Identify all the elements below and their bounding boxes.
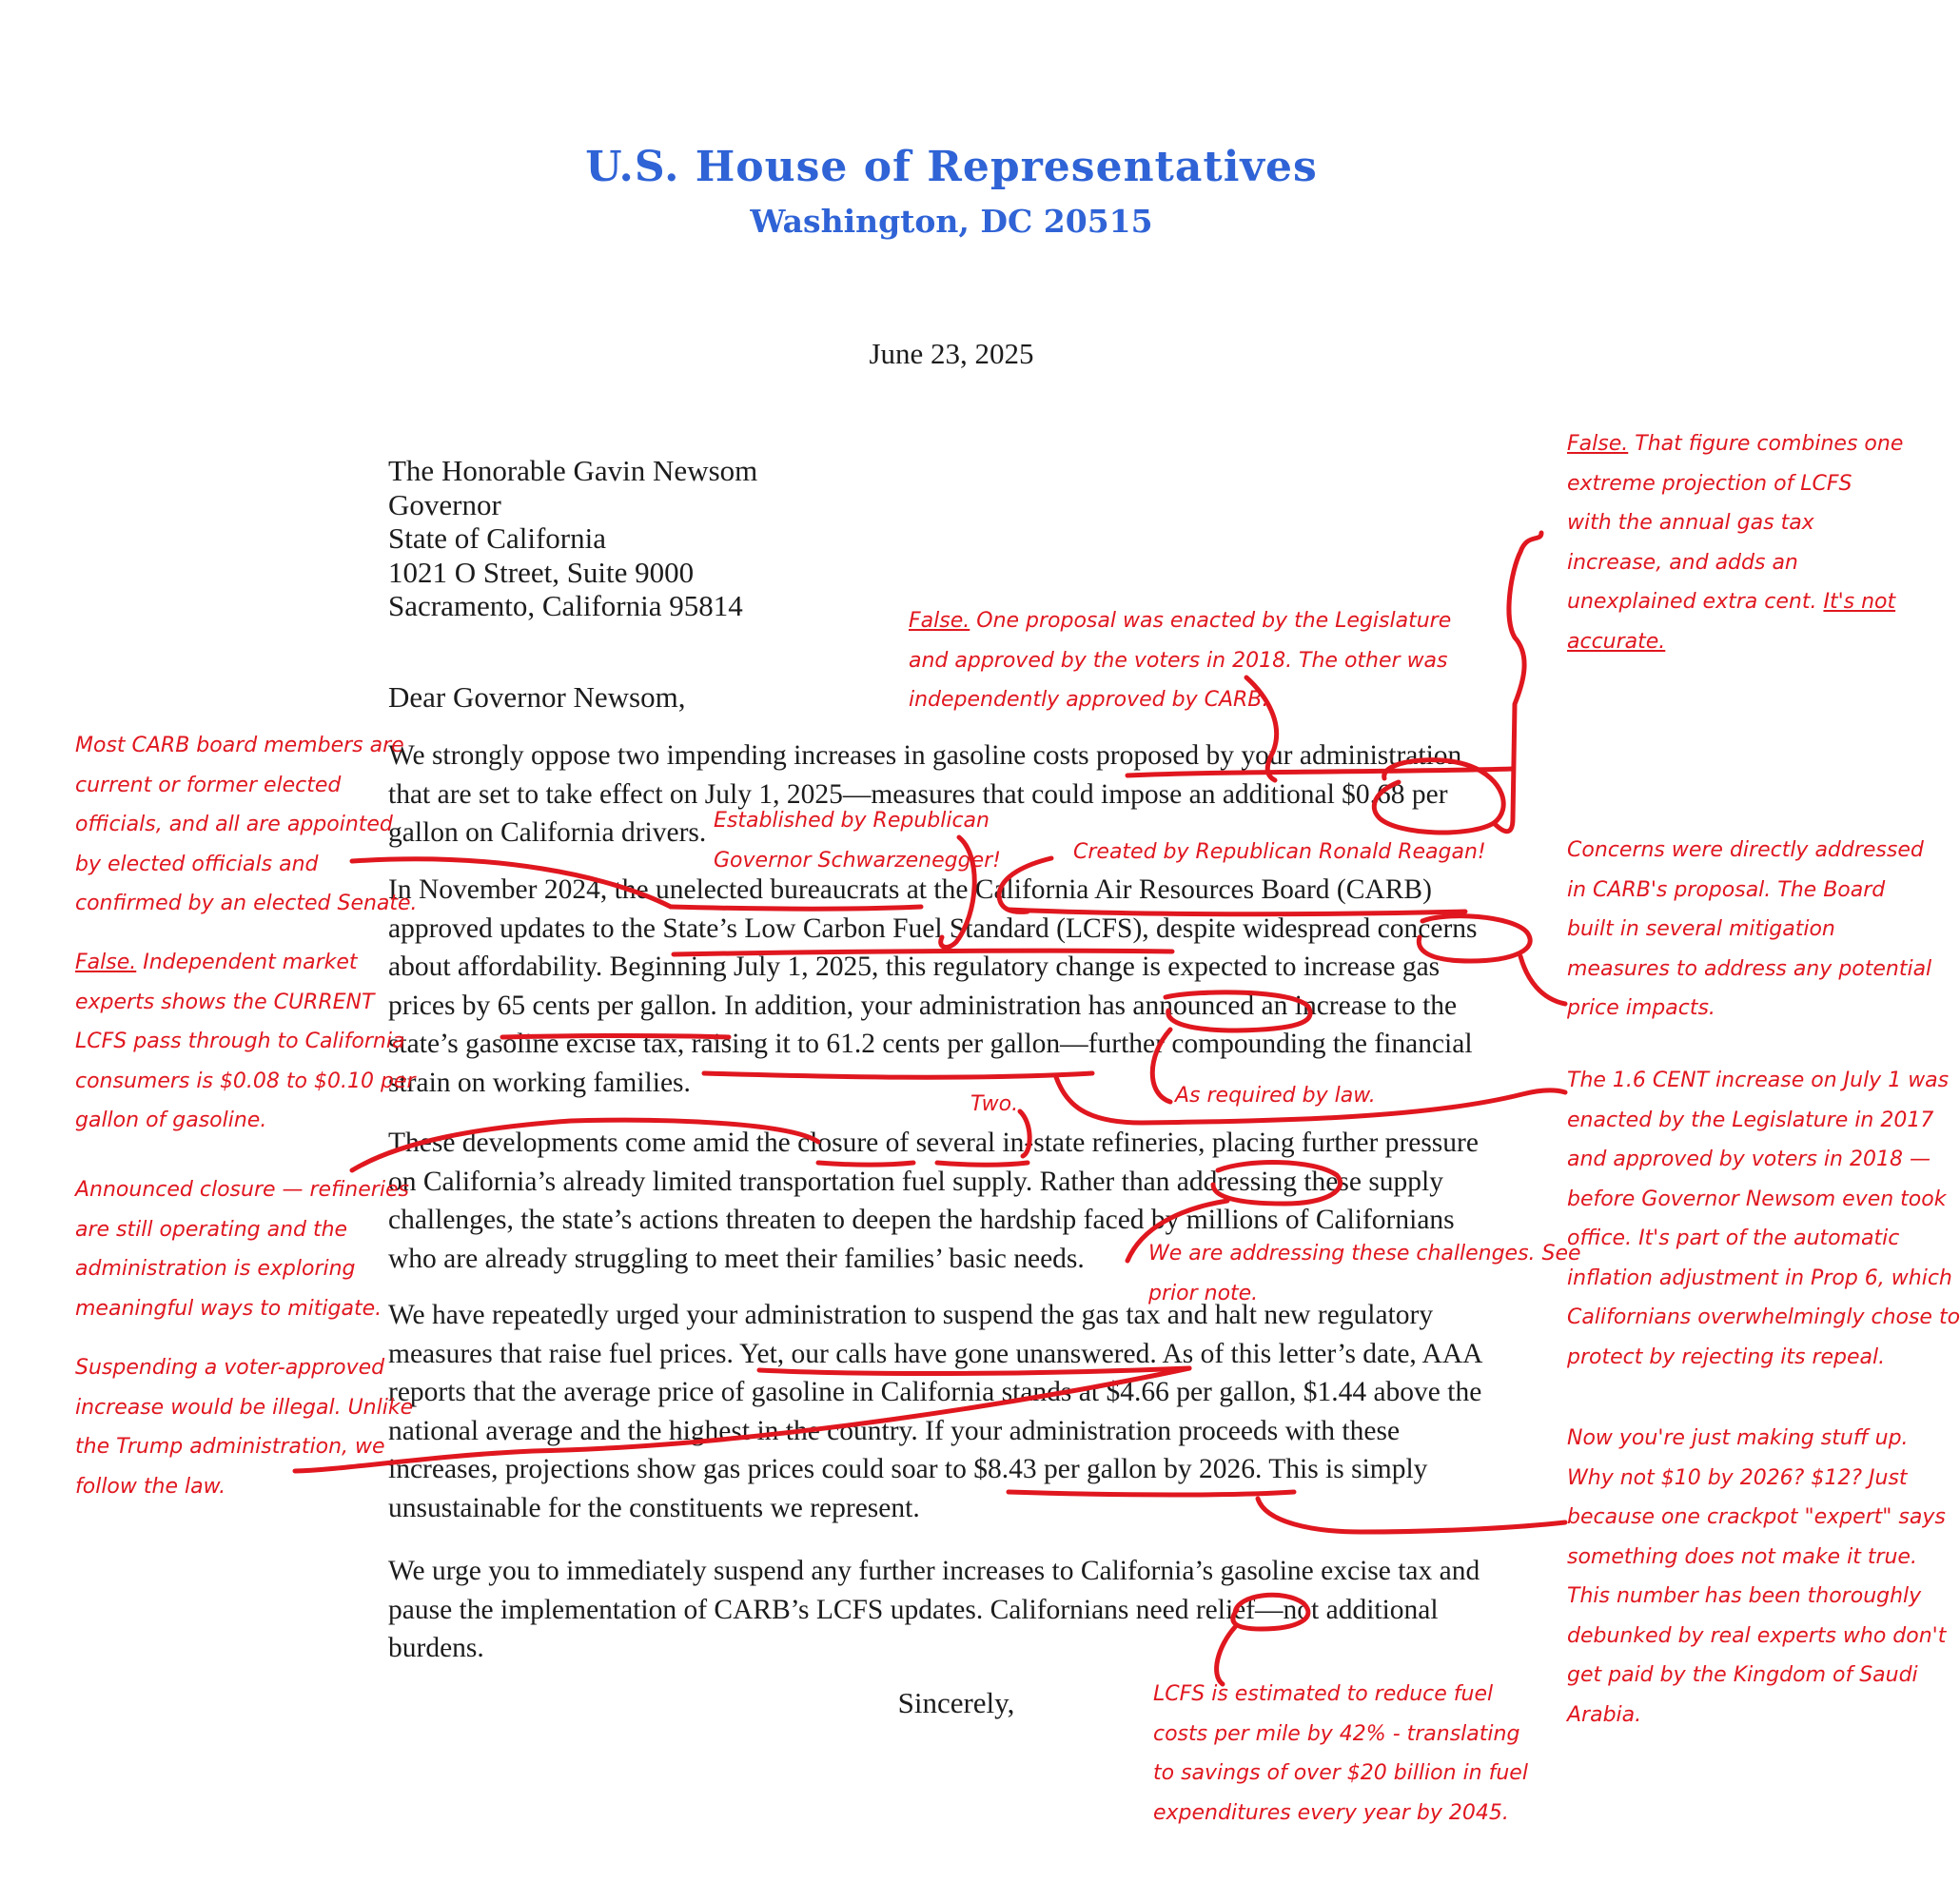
annotation-line bbox=[1567, 424, 1903, 464]
annotation-line: Suspending a voter-approved bbox=[75, 1356, 385, 1380]
annotation-line: something does not make it true. bbox=[1567, 1544, 1917, 1569]
annotation-line: confirmed by an elected Senate. bbox=[75, 892, 418, 915]
body-line: national average and the highest in the country. If your administration proceeds with these bbox=[388, 1415, 1401, 1446]
body-line: who are already struggling to meet their families’ basic needs. bbox=[388, 1243, 1085, 1274]
annotation-schwarzenegger bbox=[714, 801, 1001, 880]
annotation-reagan bbox=[1073, 833, 1486, 873]
body-line: challenges, the state’s actions threaten to deepen the hardship faced by millions of Californians bbox=[388, 1205, 1455, 1235]
annotation-required-by-law bbox=[1175, 1076, 1376, 1116]
annotation-text: unexplained extra cent. bbox=[1567, 590, 1817, 614]
ink-connector-total bbox=[1494, 533, 1541, 832]
annotation-market-experts bbox=[75, 943, 416, 1141]
annotation-line: follow the law. bbox=[75, 1474, 226, 1499]
paragraph-5 bbox=[388, 1552, 1480, 1668]
annotation-line: price impacts. bbox=[1567, 996, 1715, 1020]
annotation-line bbox=[75, 943, 416, 983]
body-line: unsustainable for the constituents we represent. bbox=[388, 1492, 920, 1523]
annotation-false-label: False. bbox=[75, 951, 137, 974]
annotation-refinery-closure bbox=[75, 1170, 409, 1328]
annotation-line bbox=[1567, 582, 1903, 622]
annotation-lcfs-savings bbox=[1153, 1675, 1528, 1833]
closing: Sincerely, bbox=[897, 1686, 1015, 1719]
body-line: increases, projections show gas prices could soar to $8.43 per gallon by 2026. This is simply bbox=[388, 1454, 1428, 1484]
annotation-line: The 1.6 CENT increase on July 1 was bbox=[1567, 1069, 1950, 1092]
annotation-line: independently approved by CARB. bbox=[909, 688, 1269, 712]
annotation-line: current or former elected bbox=[75, 773, 342, 797]
annotation-proposal bbox=[909, 601, 1451, 720]
body-line: strain on working families. bbox=[388, 1067, 691, 1098]
annotation-line: built in several mitigation bbox=[1567, 917, 1835, 941]
annotation-concerns bbox=[1567, 831, 1931, 1029]
annotation-line: Californians overwhelmingly chose to bbox=[1567, 1305, 1960, 1329]
annotation-line: We are addressing these challenges. See bbox=[1148, 1242, 1581, 1265]
recipient-line: The Honorable Gavin Newsom bbox=[388, 454, 758, 487]
annotation-line: Two. bbox=[970, 1092, 1019, 1116]
annotation-line bbox=[909, 601, 1451, 641]
annotation-line: Most CARB board members are bbox=[75, 734, 404, 757]
annotation-line: before Governor Newsom even took bbox=[1567, 1187, 1947, 1211]
annotation-line: officials, and all are appointed bbox=[75, 813, 393, 836]
annotation-line: consumers is $0.08 to $0.10 per bbox=[75, 1069, 416, 1093]
letterhead-address: Washington, DC 20515 bbox=[750, 203, 1153, 240]
annotation-line: This number has been thoroughly bbox=[1567, 1584, 1922, 1608]
body-line: We have repeatedly urged your administration to suspend the gas tax and halt new regulatory bbox=[388, 1300, 1434, 1330]
annotation-total-figure bbox=[1567, 424, 1903, 661]
annotation-line: increase, and adds an bbox=[1567, 550, 1798, 575]
annotation-line: Created by Republican Ronald Reagan! bbox=[1073, 840, 1486, 864]
annotation-line: extreme projection of LCFS bbox=[1567, 471, 1852, 496]
body-line: on California’s already limited transportation fuel supply. Rather than addressing these supply bbox=[388, 1166, 1444, 1197]
annotation-text: One proposal was enacted by the Legislature bbox=[976, 609, 1452, 633]
annotation-line: because one crackpot "expert" says bbox=[1567, 1505, 1946, 1529]
annotation-two bbox=[970, 1085, 1018, 1125]
annotation-line: to savings of over $20 billion in fuel bbox=[1153, 1761, 1528, 1785]
annotation-line: prior note. bbox=[1148, 1281, 1259, 1305]
body-line: We urge you to immediately suspend any further increases to California’s gasoline excise tax and bbox=[388, 1556, 1480, 1586]
annotation-made-up bbox=[1567, 1419, 1946, 1735]
annotation-addressing bbox=[1148, 1234, 1581, 1313]
annotation-line: accurate. bbox=[1567, 629, 1666, 654]
body-line: state’s gasoline excise tax, raising it to 61.2 cents per gallon—further compounding the financial bbox=[388, 1029, 1473, 1059]
annotation-text: That figure combines one bbox=[1635, 432, 1904, 456]
annotation-line: LCFS pass through to California bbox=[75, 1030, 405, 1053]
body-line: measures that raise fuel prices. Yet, our calls have gone unanswered. As of this letter’s date, AAA bbox=[388, 1338, 1483, 1369]
body-line: gallon on California drivers. bbox=[388, 817, 707, 848]
annotation-line: and approved by voters in 2018 — bbox=[1567, 1148, 1931, 1171]
annotation-line: measures to address any potential bbox=[1567, 956, 1932, 981]
body-line: reports that the average price of gasoline in California stands at $4.66 per gallon, $1.44 above the bbox=[388, 1377, 1482, 1407]
annotation-line: are still operating and the bbox=[75, 1217, 348, 1242]
annotation-line: office. It's part of the automatic bbox=[1567, 1226, 1900, 1250]
annotation-line: administration is exploring bbox=[75, 1257, 356, 1281]
letter-date: June 23, 2025 bbox=[869, 337, 1034, 370]
annotation-line: As required by law. bbox=[1175, 1084, 1376, 1108]
annotation-line: meaningful ways to mitigate. bbox=[75, 1296, 382, 1321]
recipient-line: 1021 O Street, Suite 9000 bbox=[388, 555, 695, 589]
ink-connector-concerns bbox=[1520, 956, 1565, 1004]
paragraph-4 bbox=[388, 1296, 1482, 1527]
annotation-line: Now you're just making stuff up. bbox=[1567, 1426, 1909, 1450]
annotation-line: in CARB's proposal. The Board bbox=[1567, 877, 1886, 902]
body-line: In November 2024, the unelected bureaucrats at the California Air Resources Board (CARB) bbox=[388, 874, 1432, 905]
annotation-false-label: False. bbox=[909, 609, 970, 633]
salutation: Dear Governor Newsom, bbox=[388, 680, 686, 714]
annotation-emphasis: It's not bbox=[1823, 590, 1896, 614]
annotation-line: Governor Schwarzenegger! bbox=[714, 848, 1001, 873]
annotation-line: debunked by real experts who don't bbox=[1567, 1623, 1947, 1648]
body-line: that are set to take effect on July 1, 2025—measures that could impose an additional $0.68 per bbox=[388, 778, 1448, 810]
body-line: These developments come amid the closure of several in-state refineries, placing further pressure bbox=[388, 1128, 1479, 1158]
annotation-line: Established by Republican bbox=[714, 809, 990, 833]
annotation-cent-increase bbox=[1567, 1061, 1960, 1377]
recipient-line: Governor bbox=[388, 487, 501, 521]
letterhead-title: U.S. House of Representatives bbox=[585, 143, 1318, 191]
recipient-address bbox=[388, 454, 757, 623]
body-line: burdens. bbox=[388, 1633, 484, 1663]
body-line: about affordability. Beginning July 1, 2025, this regulatory change is expected to increase gas bbox=[388, 952, 1441, 982]
annotation-line: inflation adjustment in Prop 6, which bbox=[1567, 1265, 1952, 1290]
annotation-line: Announced closure — refineries bbox=[75, 1178, 409, 1202]
annotation-text: Independent market bbox=[143, 951, 358, 974]
body-line: pause the implementation of CARB’s LCFS updates. Californians need relief—not additional bbox=[388, 1594, 1439, 1625]
annotation-line: increase would be illegal. Unlike bbox=[75, 1395, 414, 1420]
annotation-line: with the annual gas tax bbox=[1567, 511, 1814, 535]
annotation-line: and approved by the voters in 2018. The other was bbox=[909, 648, 1448, 673]
annotation-line: by elected officials and bbox=[75, 852, 319, 876]
annotation-line: the Trump administration, we bbox=[75, 1435, 385, 1459]
body-line: approved updates to the State’s Low Carbon Fuel Standard (LCFS), despite widespread concerns bbox=[388, 912, 1478, 944]
paragraph-2 bbox=[388, 871, 1478, 1102]
body-line: prices by 65 cents per gallon. In addition, your administration has announced an increase to the bbox=[388, 990, 1458, 1021]
annotation-line: expenditures every year by 2045. bbox=[1153, 1800, 1509, 1825]
annotation-line: costs per mile by 42% - translating bbox=[1153, 1721, 1520, 1746]
body-line: We strongly oppose two impending increases in gasoline costs proposed by your administration bbox=[388, 740, 1462, 771]
annotation-line: Arabia. bbox=[1567, 1702, 1642, 1727]
recipient-line: State of California bbox=[388, 521, 606, 555]
annotation-line: get paid by the Kingdom of Saudi bbox=[1567, 1663, 1918, 1687]
annotation-suspend-illegal bbox=[75, 1348, 413, 1506]
annotation-line: protect by rejecting its repeal. bbox=[1567, 1344, 1886, 1369]
annotation-line: experts shows the CURRENT bbox=[75, 990, 375, 1014]
annotation-line: LCFS is estimated to reduce fuel bbox=[1153, 1682, 1494, 1706]
annotation-line: Why not $10 by 2026? $12? Just bbox=[1567, 1465, 1908, 1490]
recipient-line: Sacramento, California 95814 bbox=[388, 589, 743, 622]
annotation-carb-board bbox=[75, 726, 418, 924]
annotation-line: Concerns were directly addressed bbox=[1567, 838, 1924, 862]
annotation-line: enacted by the Legislature in 2017 bbox=[1567, 1108, 1934, 1132]
annotation-false-label: False. bbox=[1567, 432, 1629, 456]
annotation-line: gallon of gasoline. bbox=[75, 1108, 267, 1132]
